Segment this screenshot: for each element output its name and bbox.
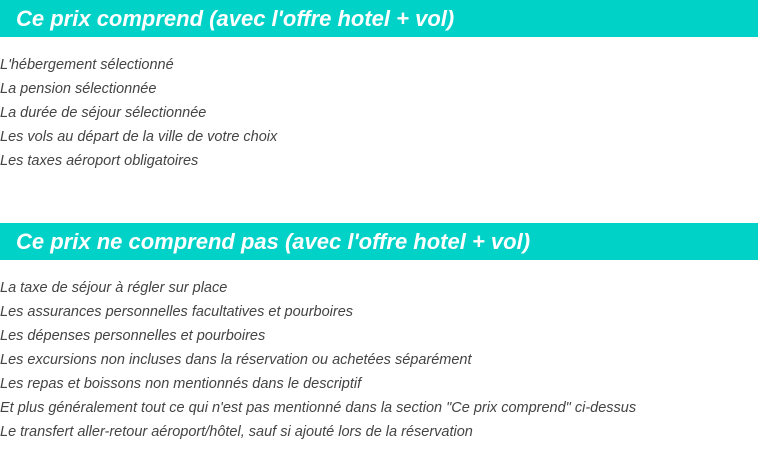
excluded-item: Les repas et boissons non mentionnés dans le descriptif bbox=[0, 376, 362, 392]
included-list bbox=[0, 54, 277, 174]
included-section-title: Ce prix comprend (avec l'offre hotel + vol) bbox=[0, 0, 758, 37]
excluded-item: Et plus généralement tout ce qui n'est pas mentionné dans la section "Ce prix comprend" ci-dessus bbox=[0, 400, 637, 416]
excluded-item: Les excursions non incluses dans la réservation ou achetées séparément bbox=[0, 352, 472, 368]
excluded-item: Les dépenses personnelles et pourboires bbox=[0, 328, 266, 344]
included-item: La durée de séjour sélectionnée bbox=[0, 105, 207, 121]
excluded-item: Les assurances personnelles facultatives et pourboires bbox=[0, 304, 354, 320]
included-item: Les taxes aéroport obligatoires bbox=[0, 153, 199, 169]
included-item: L'hébergement sélectionné bbox=[0, 57, 174, 73]
included-item: Les vols au départ de la ville de votre choix bbox=[0, 129, 278, 145]
included-item: La pension sélectionnée bbox=[0, 81, 157, 97]
excluded-item: Le transfert aller-retour aéroport/hôtel, sauf si ajouté lors de la réservation bbox=[0, 424, 473, 440]
excluded-item: La taxe de séjour à régler sur place bbox=[0, 280, 228, 296]
excluded-list bbox=[0, 277, 636, 445]
excluded-section-title: Ce prix ne comprend pas (avec l'offre hotel + vol) bbox=[0, 223, 758, 260]
